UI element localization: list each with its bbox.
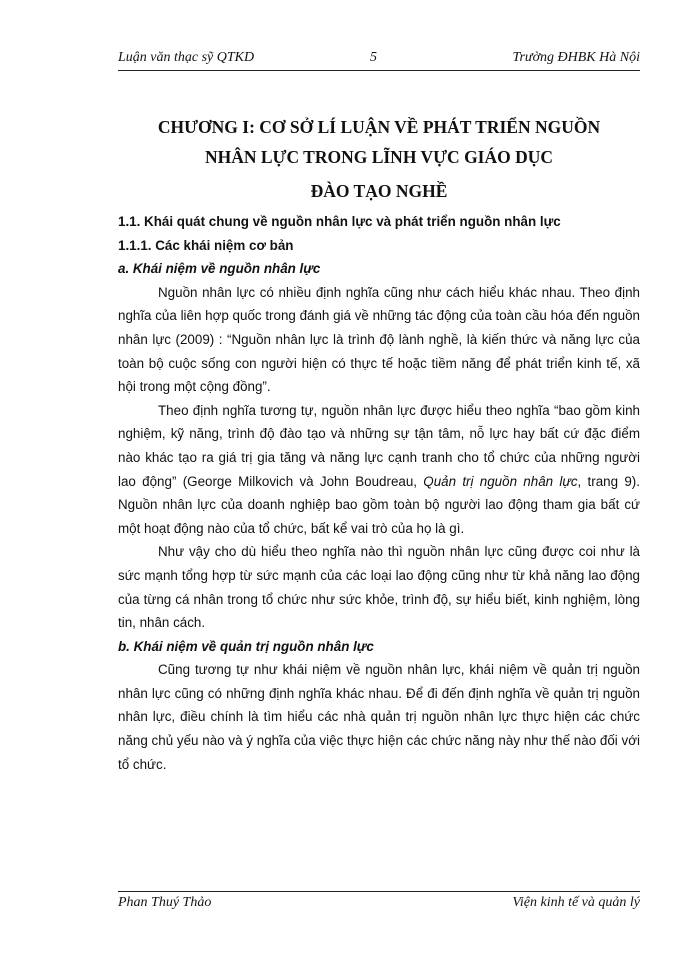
paragraph-2-text-start: Theo định nghĩa tương tự, nguồn nhân lực được hiểu theo nghĩa “bao gồm kinh nghiệm, kỹ năng, trình độ đào tạo và những sự tận tâm, nỗ lực hay bất cứ đặc điểm nào khác tạo ra giá trị gia tăng và năng lực cạnh tranh cho tổ chức của những người lao động” (George Milkovich và John Boudreau,	[118, 402, 640, 489]
section-heading-1-1-1: 1.1.1. Các khái niệm cơ bản	[118, 237, 294, 253]
paragraph-2-text-end: , trang 9). Nguồn nhân lực của doanh nghiệp bao gồm toàn bộ người lao động tham gia bất cứ một hoạt động nào của tổ chức, bất kể vai trò của họ là gì.	[118, 473, 640, 536]
header-university: Trường ĐHBK Hà Nội	[512, 50, 640, 65]
chapter-title-line-1: CHƯƠNG I: CƠ SỞ LÍ LUẬN VỀ PHÁT TRIỂN NGUỒN	[157, 117, 601, 137]
paragraph-2-book-title: Quản trị nguồn nhân lực	[423, 473, 578, 489]
chapter-title	[118, 112, 640, 206]
section-heading-1-1: 1.1. Khái quát chung về nguồn nhân lực và phát triển nguồn nhân lực	[118, 214, 561, 229]
page-footer	[118, 891, 640, 916]
paragraph-2	[118, 399, 640, 541]
footer-author: Phan Thuý Thảo	[118, 895, 212, 910]
chapter-title-line-2: NHÂN LỰC TRONG LĨNH VỰC GIÁO DỤC	[204, 147, 554, 167]
chapter-title-line-3: ĐÀO TẠO NGHỀ	[310, 181, 448, 201]
header-page-number: 5	[370, 50, 377, 65]
subsection-heading-a: a. Khái niệm về nguồn nhân lực	[118, 261, 321, 277]
page-header	[118, 48, 640, 71]
subsection-heading-b: b. Khái niệm về quản trị nguồn nhân lực	[118, 638, 374, 654]
header-thesis-title: Luận văn thạc sỹ QTKD	[118, 50, 255, 65]
paragraph-1: Nguồn nhân lực có nhiều định nghĩa cũng như cách hiểu khác nhau. Theo định nghĩa của liên hợp quốc trong đánh giá về những tác động của toàn cầu hóa đến nguồn nhân lực (2009) : “Nguồn nhân lực là trình độ lành nghề, là kiến thức và năng lực của toàn bộ cuộc sống con người hiện có thực tế hoặc tiềm năng để phát triển kinh tế, xã hội trong một cộng đồng”.	[118, 284, 640, 395]
footer-institute: Viện kinh tế và quản lý	[512, 895, 640, 910]
paragraph-3: Như vậy cho dù hiểu theo nghĩa nào thì nguồn nhân lực cũng được coi như là sức mạnh tổng hợp từ sức mạnh của các loại lao động cũng như từ khả năng lao động của từng cá nhân trong tổ chức như sức khỏe, trình độ, sự hiểu biết, kinh nghiệm, lòng tin, nhân cách.	[118, 544, 640, 631]
paragraph-4: Cũng tương tự như khái niệm về nguồn nhân lực, khái niệm về quản trị nguồn nhân lực cũng có những định nghĩa khác nhau. Để đi đến định nghĩa về quản trị nguồn nhân lực, điều chính là tìm hiểu các nhà quản trị nguồn nhân lực thực hiện các chức năng chủ yếu nào và ý nghĩa của việc thực hiện các chức năng này như thế nào đối với tổ chức.	[118, 662, 640, 772]
document-body	[118, 210, 640, 776]
